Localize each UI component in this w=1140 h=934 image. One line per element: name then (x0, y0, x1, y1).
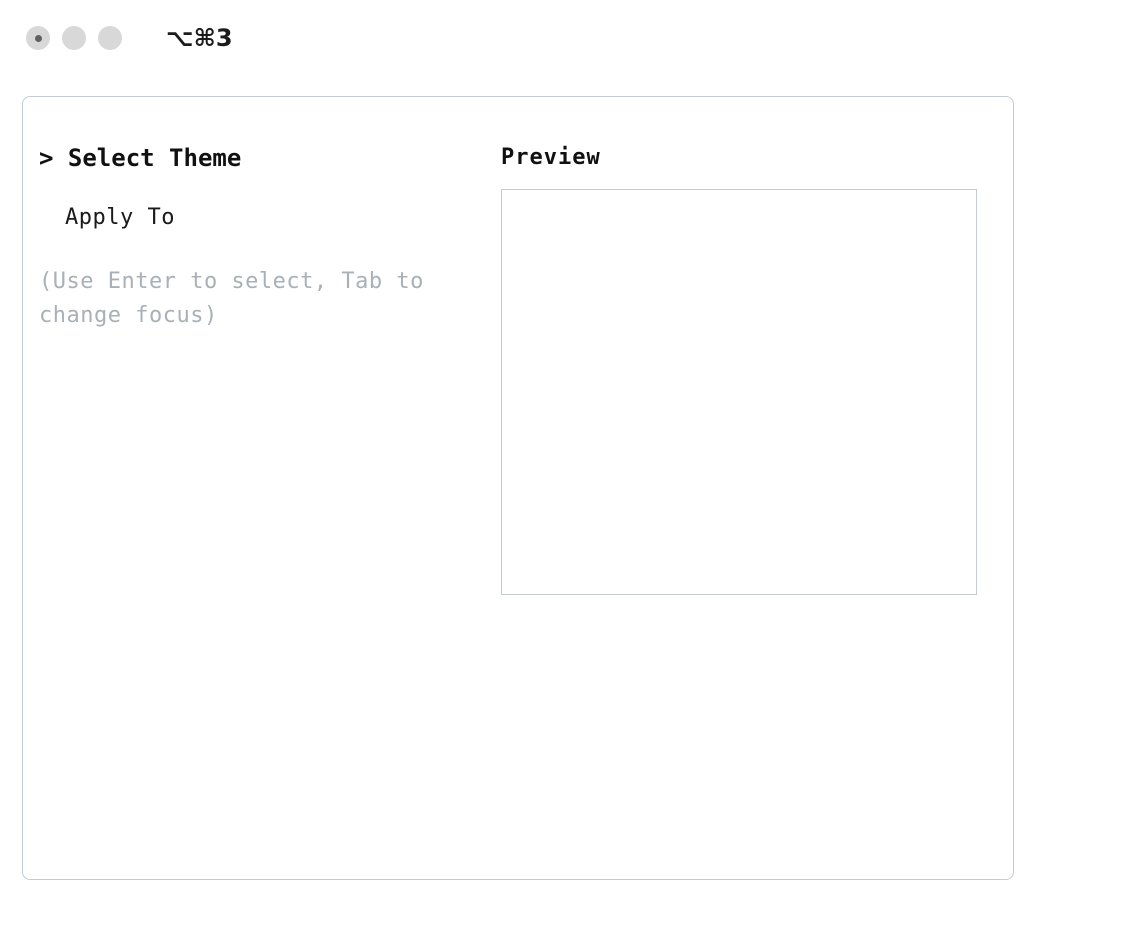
preview-column (483, 141, 1013, 595)
apply-to-title: Apply To (65, 205, 175, 230)
code-spacer (502, 226, 976, 260)
shortcut-label: ⌥⌘3 (166, 24, 233, 52)
preview-title: Preview (501, 145, 601, 170)
window-dot-active[interactable] (26, 26, 50, 50)
theme-list-column (23, 141, 483, 595)
theme-picker-panel (22, 96, 1014, 880)
window-dot-second[interactable] (62, 26, 86, 50)
window-dot-third[interactable] (98, 26, 122, 50)
keyboard-hint: (Use Enter to select, Tab to change focus) (39, 269, 424, 328)
spacer (39, 175, 483, 201)
preview-box (501, 189, 977, 595)
window-titlebar (0, 0, 1140, 76)
select-theme-title: > Select Theme (39, 144, 242, 172)
